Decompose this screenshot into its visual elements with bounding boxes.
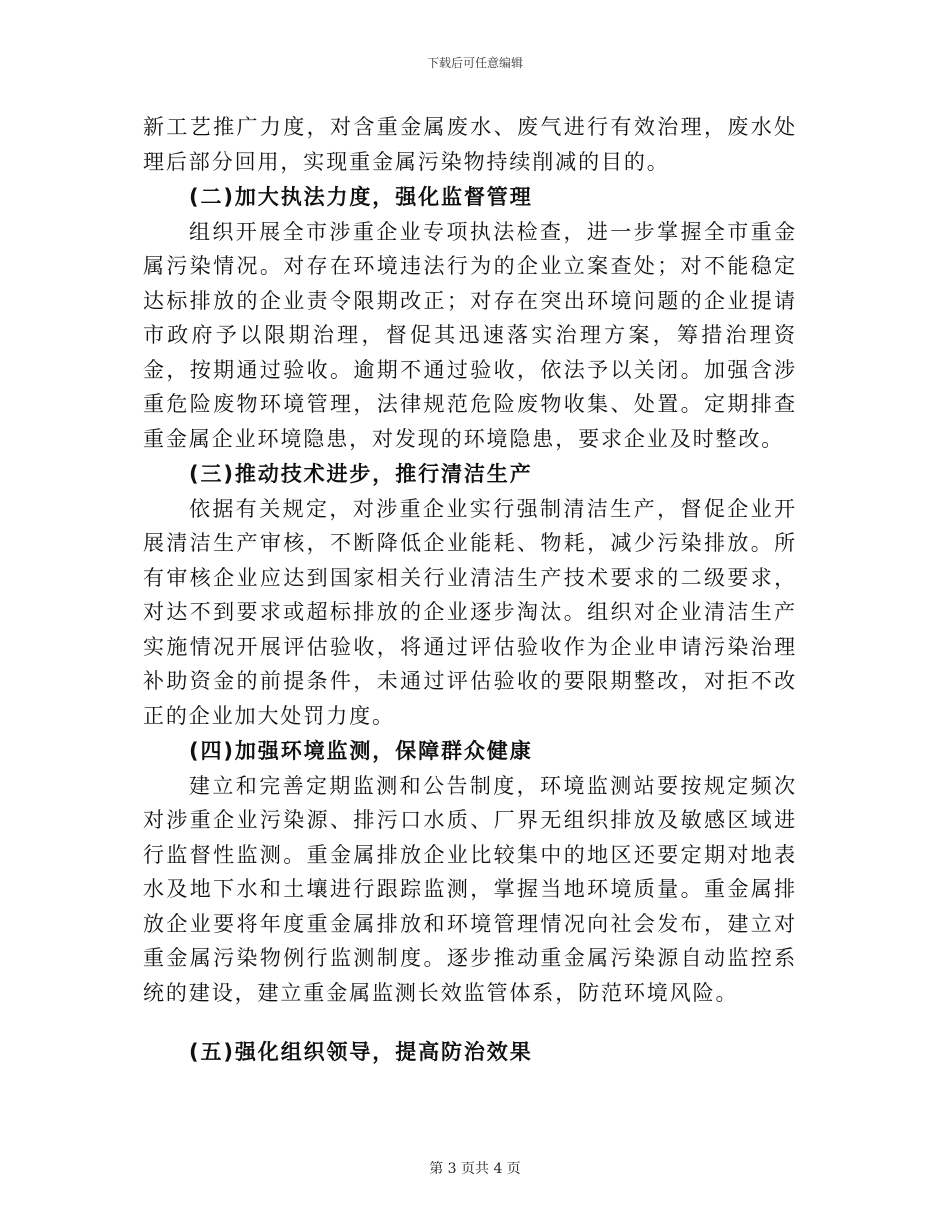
document-body bbox=[143, 110, 797, 1070]
paragraph-monitoring: 建立和完善定期监测和公告制度，环境监测站要按规定频次对涉重企业污染源、排污口水质、厂界无组织排放及敏感区域进行监督性监测。重金属排放企业比较集中的地区还要定期对地表水及地下水和土壤进行跟踪监测，掌握当地环境质量。重金属排放企业要将年度重金属排放和环境管理情况向社会发布，建立对重金属污染物例行监测制度。逐步推动重金属污染源自动监控系统的建设，建立重金属监测长效监管体系，防范环境风险。 bbox=[143, 773, 797, 1005]
section-heading-2: (二)加大执法力度，强化监督管理 bbox=[189, 185, 533, 209]
section-heading-4: (四)加强环境监测，保障群众健康 bbox=[189, 739, 533, 763]
section-heading-3: (三)推动技术进步，推行清洁生产 bbox=[189, 462, 533, 486]
page-footer: 第 3 页共 4 页 bbox=[429, 1161, 521, 1177]
paragraph-clean-production: 依据有关规定，对涉重企业实行强制清洁生产，督促企业开展清洁生产审核，不断降低企业能耗、物耗，减少污染排放。所有审核企业应达到国家相关行业清洁生产技术要求的二级要求，对达不到要求或超标排放的企业逐步淘汰。组织对企业清洁生产实施情况开展评估验收，将通过评估验收作为企业申请污染治理补助资金的前提条件，未通过评估验收的要限期整改，对拒不改正的企业加大处罚力度。 bbox=[143, 496, 797, 728]
paragraph-continuation: 新工艺推广力度，对含重金属废水、废气进行有效治理，废水处理后部分回用，实现重金属污染物持续削减的目的。 bbox=[143, 115, 797, 174]
paragraph-enforcement: 组织开展全市涉重企业专项执法检查，进一步掌握全市重金属污染情况。对存在环境违法行为的企业立案查处；对不能稳定达标排放的企业责令限期改正；对存在突出环境问题的企业提请市政府予以限期治理，督促其迅速落实治理方案，筹措治理资金，按期通过验收。逾期不通过验收，依法予以关闭。加强含涉重危险废物环境管理，法律规范危险废物收集、处置。定期排查重金属企业环境隐患，对发现的环境隐患，要求企业及时整改。 bbox=[143, 219, 797, 451]
page-header: 下载后可任意编辑 bbox=[426, 56, 523, 70]
section-heading-5: (五)强化组织领导，提高防治效果 bbox=[189, 1040, 533, 1064]
